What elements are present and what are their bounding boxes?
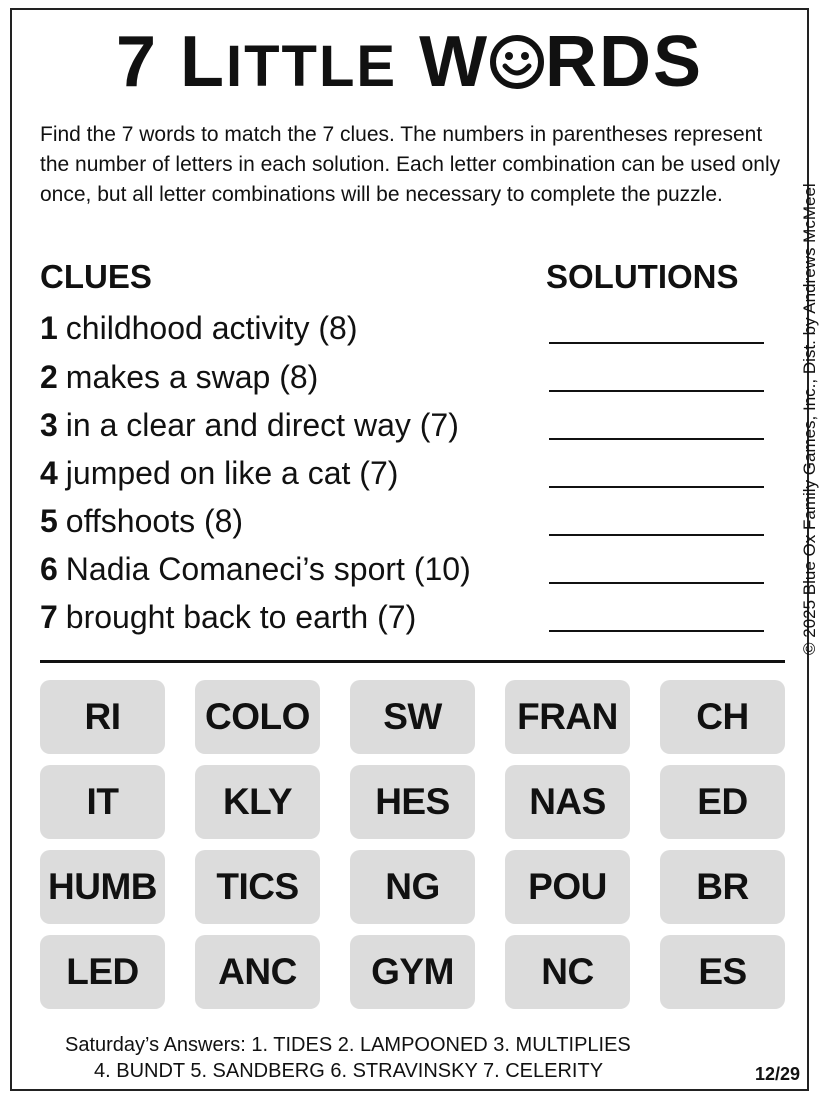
letter-tile[interactable]: ED xyxy=(660,765,785,839)
letter-tile[interactable]: HUMB xyxy=(40,850,165,924)
letter-tile[interactable]: NG xyxy=(350,850,475,924)
puzzle-title xyxy=(0,22,819,102)
title-part: 7 L xyxy=(115,22,226,102)
title-part: ITTLE xyxy=(225,34,398,99)
letter-tile[interactable]: ANC xyxy=(195,935,320,1009)
clue-number: 2 xyxy=(40,359,58,395)
solution-blank-1[interactable] xyxy=(549,342,764,344)
letter-tile[interactable]: FRAN xyxy=(505,680,630,754)
clue-text: in a clear and direct way (7) xyxy=(65,407,459,443)
clue-text: offshoots (8) xyxy=(65,503,244,539)
solution-blank-4[interactable] xyxy=(549,486,764,488)
smiley-face-icon xyxy=(489,34,545,90)
letter-tile[interactable]: RI xyxy=(40,680,165,754)
instructions: Find the 7 words to match the 7 clues. The numbers in parentheses represent the number of letters in each solution. Each letter combination can be used only once, but all letter combinations will be necessary to complete the puzzle. xyxy=(40,123,781,206)
solutions-heading: SOLUTIONS xyxy=(546,258,739,295)
title-part: RDS xyxy=(545,22,704,102)
clue-2 xyxy=(40,357,318,397)
clue-text: Nadia Comaneci’s sport (10) xyxy=(65,551,471,587)
clues-heading: CLUES xyxy=(40,258,152,295)
letter-tile[interactable]: LED xyxy=(40,935,165,1009)
solution-blank-3[interactable] xyxy=(549,438,764,440)
letter-tile[interactable]: HES xyxy=(350,765,475,839)
letter-tile[interactable]: ES xyxy=(660,935,785,1009)
clue-7 xyxy=(40,597,416,637)
letter-tile[interactable]: BR xyxy=(660,850,785,924)
solution-blank-7[interactable] xyxy=(549,630,764,632)
letter-tile[interactable]: CH xyxy=(660,680,785,754)
clue-number: 4 xyxy=(40,455,58,491)
section-divider xyxy=(40,660,785,663)
solution-blank-6[interactable] xyxy=(549,582,764,584)
clue-number: 3 xyxy=(40,407,58,443)
clue-1 xyxy=(40,308,357,348)
clue-text: brought back to earth (7) xyxy=(65,599,417,635)
copyright-notice: © 2025 Blue Ox Family Games, Inc., Dist. by Andrews McMeel xyxy=(800,183,819,655)
clue-3 xyxy=(40,405,459,445)
clue-4 xyxy=(40,453,398,493)
clue-text: childhood activity (8) xyxy=(65,310,358,346)
clue-5 xyxy=(40,501,243,541)
letter-tile[interactable]: GYM xyxy=(350,935,475,1009)
puzzle-date: 12/29 xyxy=(755,1064,801,1084)
solution-blank-2[interactable] xyxy=(549,390,764,392)
letter-tile[interactable]: TICS xyxy=(195,850,320,924)
clue-number: 7 xyxy=(40,599,58,635)
solution-blank-5[interactable] xyxy=(549,534,764,536)
letter-tile[interactable]: NC xyxy=(505,935,630,1009)
clue-number: 1 xyxy=(40,310,58,346)
title-part: W xyxy=(397,22,490,102)
clue-6 xyxy=(40,549,471,589)
letter-tile[interactable]: NAS xyxy=(505,765,630,839)
letter-tile[interactable]: COLO xyxy=(195,680,320,754)
clue-number: 6 xyxy=(40,551,58,587)
answers-line-2: 4. BUNDT 5. SANDBERG 6. STRAVINSKY 7. CELERITY xyxy=(94,1060,604,1082)
letter-tile[interactable]: SW xyxy=(350,680,475,754)
letter-tile[interactable]: POU xyxy=(505,850,630,924)
letter-tile[interactable]: KLY xyxy=(195,765,320,839)
clue-number: 5 xyxy=(40,503,58,539)
letter-tile[interactable]: IT xyxy=(40,765,165,839)
clue-text: jumped on like a cat (7) xyxy=(65,455,399,491)
clue-text: makes a swap (8) xyxy=(65,359,319,395)
answers-line-1: Saturday’s Answers: 1. TIDES 2. LAMPOONED 3. MULTIPLIES xyxy=(65,1034,631,1056)
